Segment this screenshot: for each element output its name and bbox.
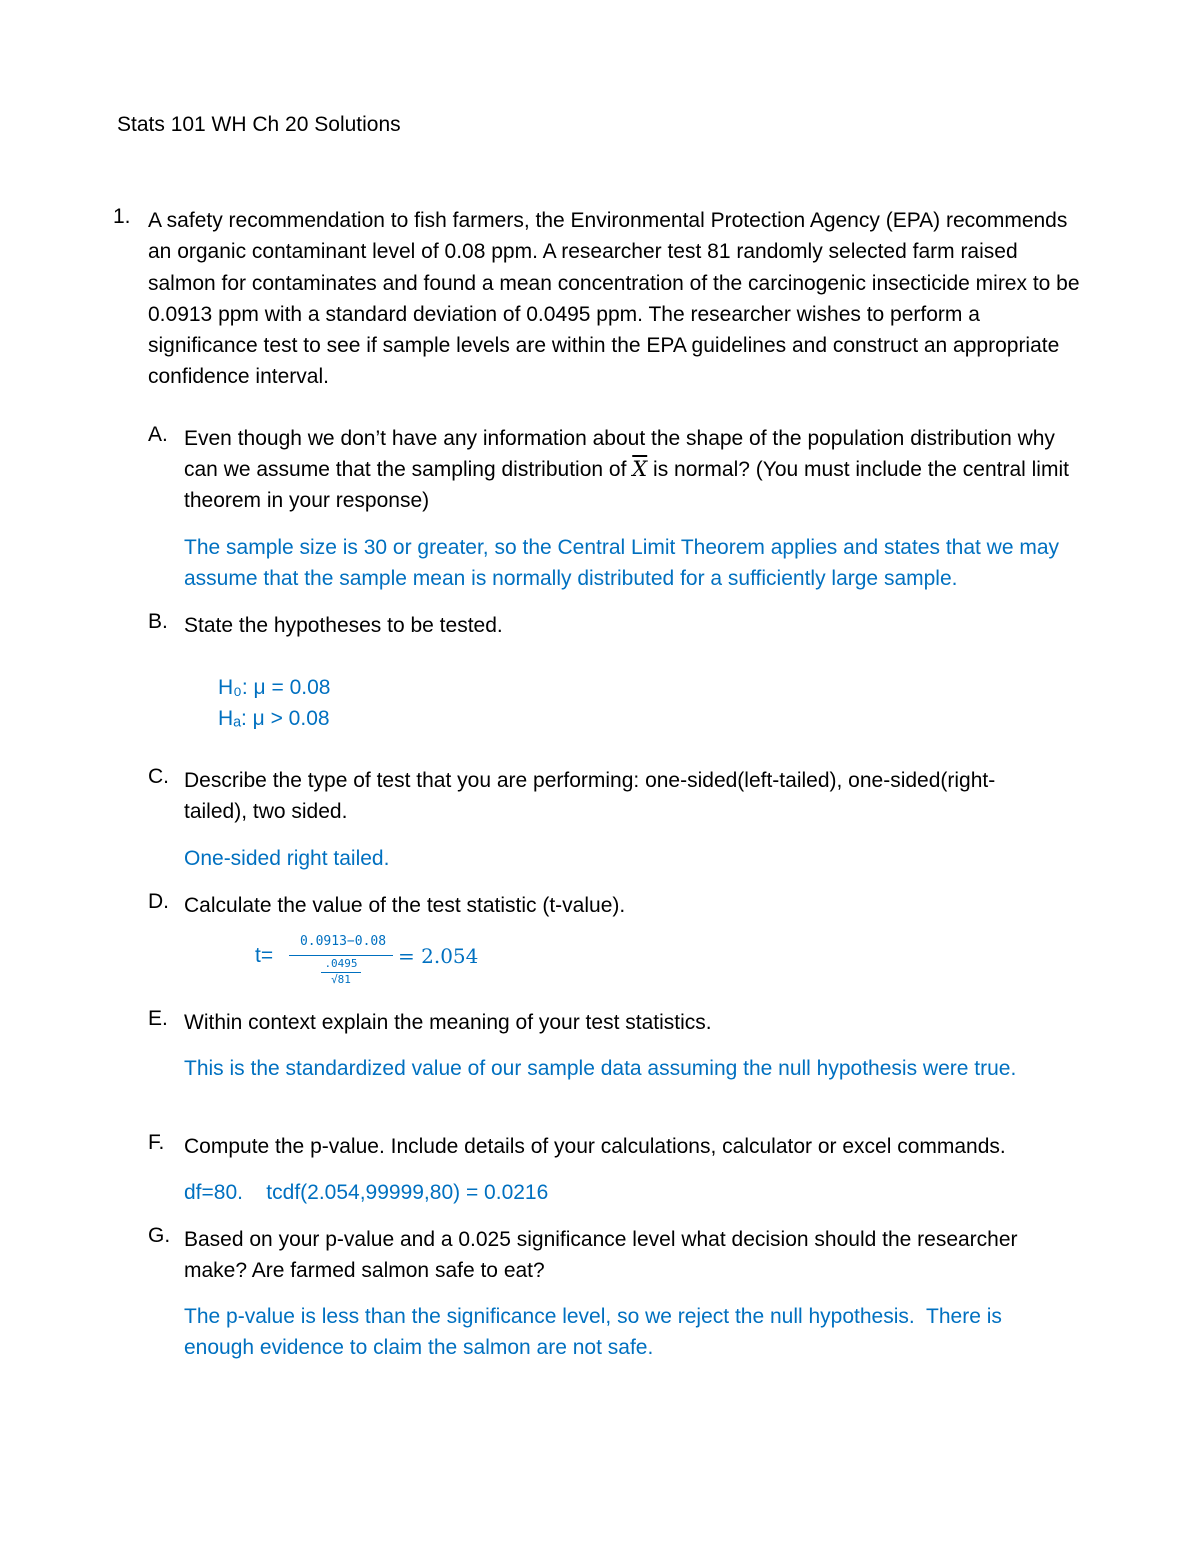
part-f-answer: df=80. tcdf(2.054,99999,80) = 0.0216 bbox=[184, 1181, 549, 1204]
part-g-prompt: Based on your p-value and a 0.025 significance level what decision should the researcher make? Are farmed salmon safe to eat? bbox=[184, 1228, 1018, 1282]
question-text: A safety recommendation to fish farmers, the Environmental Protection Agency (EPA) recommends an organic contaminant level of 0.08 ppm. A researcher test 81 randomly selected farm raised salmon for contaminates and found a mean concentration of the carcinogenic insecticide mirex to be 0.0913 ppm with a standard deviation of 0.0495 ppm. The researcher wishes to perform a significance test to see if sample levels are within the EPA guidelines and construct an appropriate confidence interval. bbox=[148, 209, 1080, 389]
alternative-hypothesis: Hₐ: μ > 0.08 bbox=[218, 707, 330, 730]
part-e-letter: E. bbox=[148, 1007, 168, 1030]
part-e-prompt: Within context explain the meaning of your test statistics. bbox=[184, 1011, 712, 1034]
part-d-letter: D. bbox=[148, 890, 169, 913]
formula-denominator-bottom: √81 bbox=[331, 973, 351, 986]
null-hypothesis: H₀: μ = 0.08 bbox=[218, 676, 331, 699]
part-f-letter: F. bbox=[148, 1131, 165, 1154]
part-c-answer: One-sided right tailed. bbox=[184, 847, 390, 870]
part-g-letter: G. bbox=[148, 1224, 171, 1247]
x-bar-symbol: $\overline{X}$ bbox=[632, 457, 648, 481]
part-e-answer: This is the standardized value of our sample data assuming the null hypothesis were true. bbox=[184, 1057, 1017, 1080]
formula-denominator-top: .0495 bbox=[324, 957, 358, 970]
part-a-prompt-after: is normal? (You must include the central limit theorem in your response) bbox=[184, 458, 1069, 512]
formula-result: = 2.054 bbox=[398, 944, 479, 968]
formula-numerator: 0.0913−0.08 bbox=[299, 934, 387, 949]
part-c-prompt: Describe the type of test that you are performing: one-sided(left-tailed), one-sided(right-tailed), two sided. bbox=[184, 769, 996, 823]
part-a-prompt bbox=[184, 423, 1084, 516]
document-title: Stats 101 WH Ch 20 Solutions bbox=[117, 113, 401, 136]
part-a-letter: A. bbox=[148, 423, 168, 446]
question-number: 1. bbox=[113, 205, 131, 228]
part-c-letter: C. bbox=[148, 765, 169, 788]
part-a-answer: The sample size is 30 or greater, so the Central Limit Theorem applies and states that we may assume that the sample mean is normally distributed for a sufficiently large sample. bbox=[184, 536, 1060, 590]
part-f-prompt: Compute the p-value. Include details of your calculations, calculator or excel commands. bbox=[184, 1135, 1006, 1158]
t-statistic-formula bbox=[255, 932, 555, 992]
part-a-prompt-before: Even though we don’t have any information about the shape of the population distribution why can we assume that the sampling distribution of bbox=[184, 427, 1055, 481]
part-b-letter: B. bbox=[148, 610, 168, 633]
part-b-prompt: State the hypotheses to be tested. bbox=[184, 614, 503, 637]
part-d-prompt: Calculate the value of the test statistic (t-value). bbox=[184, 894, 626, 917]
fraction-bar bbox=[289, 955, 393, 956]
part-g-answer: The p-value is less than the significance level, so we reject the null hypothesis. There is enough evidence to claim the salmon are not safe. bbox=[184, 1305, 1008, 1359]
formula-lhs: t= bbox=[255, 944, 274, 967]
